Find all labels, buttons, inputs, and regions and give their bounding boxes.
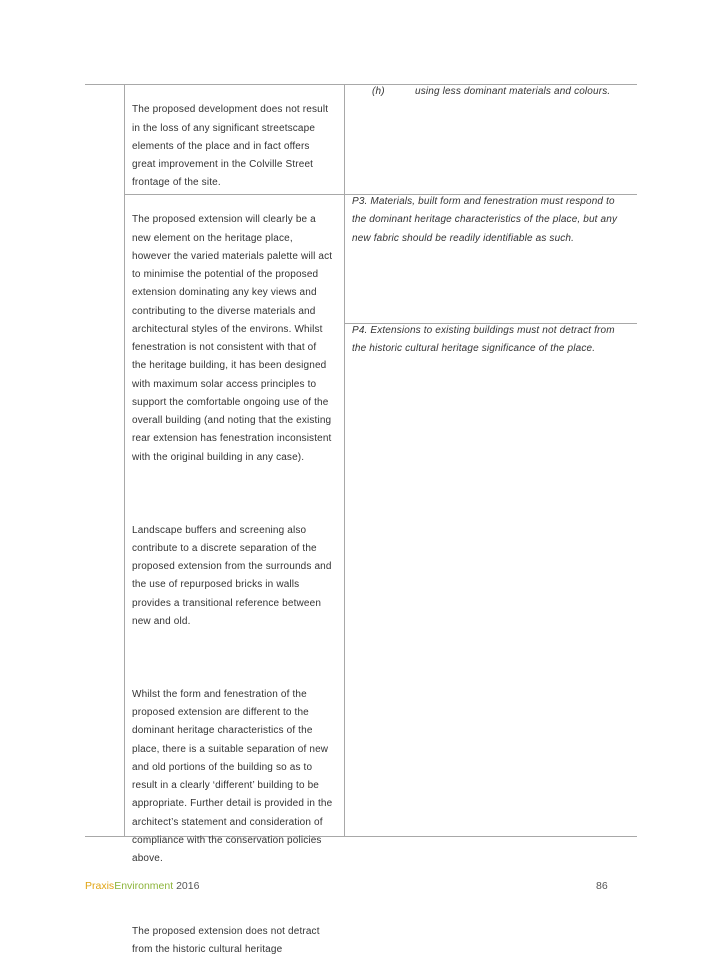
- column-divider-2: [344, 84, 345, 837]
- left-para-streetscape: The proposed development does not result in the loss of any significant streetscape elements of the place and in fact offers great improvement in the Colville Street frontage of the site.: [132, 104, 329, 189]
- brand-praxis: Praxis: [85, 880, 115, 892]
- left-para-landscape: Landscape buffers and screening also contribute to a discrete separation of the proposed extension from the surrounds and the use of repurposed bricks in walls provides a transitional reference between new and old.: [132, 524, 332, 627]
- criterion-p4: P4. Extensions to existing buildings must not detract from the historic cultural heritage significance of the place.: [352, 325, 615, 355]
- left-para-detract: The proposed extension does not detract from the historic cultural heritage: [132, 926, 320, 956]
- brand-environment: Environment: [114, 880, 174, 892]
- left-para-extension: The proposed extension will clearly be a new element on the heritage place, however the varied materials palette will act to minimise the potential of the proposed extension dominating any key views and contributing to the diverse materials and architectural styles of the environs. Whilst fenestration is not consistent with that of the heritage building, it has been designed with maximum solar access principles to support the comfortable ongoing use of the overall building (and noting that the existing rear extension has fenestration inconsistent with the original building in any case).: [132, 214, 333, 463]
- footer-year: 2016: [176, 880, 200, 892]
- left-column-text-2: [132, 193, 342, 978]
- left-para-form: Whilst the form and fenestration of the proposed extension are different to the dominant heritage characteristics of the place, there is a suitable separation of new and old portions of the building so as to result in a clearly ‘different’ building to be appropriate. Further detail is provided in the architect’s statement and consideration of compliance with the conservation policies above.: [132, 688, 333, 864]
- column-divider-1: [124, 84, 125, 837]
- criterion-h-label: (h): [372, 86, 385, 97]
- page-number: 86: [596, 880, 608, 892]
- criterion-p3: P3. Materials, built form and fenestration must respond to the dominant heritage characteristics of the place, but any new fabric should be readily identifiable as such.: [352, 196, 618, 244]
- footer-brand: [85, 879, 199, 893]
- criterion-h: [372, 83, 611, 101]
- criterion-h-text: using less dominant materials and colours.: [415, 86, 611, 97]
